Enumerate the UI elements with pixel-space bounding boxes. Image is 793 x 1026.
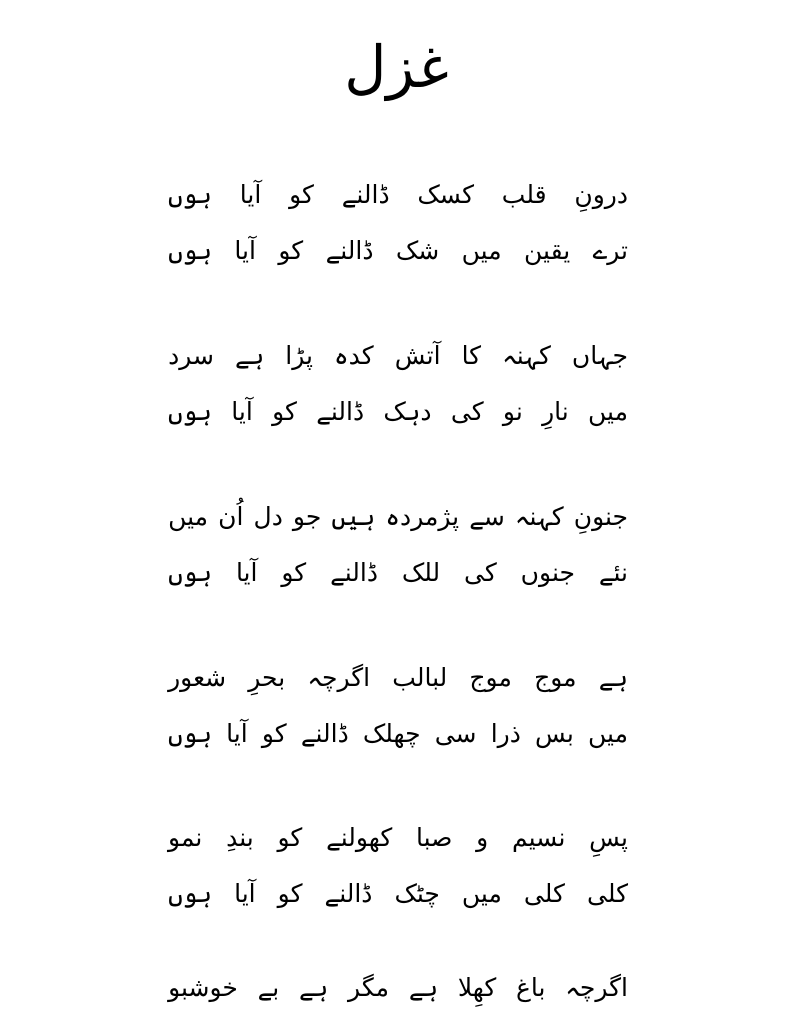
stanza — [168, 810, 628, 922]
verse-line — [168, 489, 628, 545]
verse-word: کا — [461, 341, 482, 370]
verse-word: کو — [281, 558, 307, 587]
verse-word: ہے — [598, 663, 628, 692]
verse-word: چٹک — [394, 879, 440, 908]
verse-word: پسِ — [589, 823, 628, 852]
verse-word: کو — [272, 397, 297, 426]
verse-word: ترے — [592, 236, 628, 265]
verse-word: کہنہ — [502, 341, 551, 370]
verse-word: ہے — [408, 973, 439, 1002]
verse-word: بے — [257, 973, 280, 1002]
verse-word: میں — [461, 879, 502, 908]
stanza — [168, 960, 628, 1016]
verse-word: کو — [277, 879, 303, 908]
verse-word: میں — [588, 397, 628, 426]
verse-word: للک — [401, 558, 441, 587]
verse-word: پڑا — [285, 341, 313, 370]
verse-word: ڈالنے — [316, 397, 365, 426]
verse-word: ہوں — [168, 397, 212, 426]
verse-word: دہک — [383, 397, 432, 426]
verse-word: نمو — [168, 823, 203, 852]
verse-word: سرد — [168, 341, 214, 370]
verse-word: شعور — [168, 663, 227, 692]
verse-word: خوشبو — [168, 973, 238, 1002]
verse-word: آیا — [239, 180, 262, 209]
verse-line — [168, 328, 628, 384]
verse-word: ڈالنے — [324, 879, 373, 908]
verse-word: شک — [395, 236, 440, 265]
verse-word: نارِ — [542, 397, 569, 426]
verse-word: ہے — [298, 973, 329, 1002]
verse-line — [168, 866, 628, 922]
verse-word: جو — [292, 502, 322, 531]
verse-line — [168, 650, 628, 706]
verse-word: کو — [289, 180, 314, 209]
verse-line — [168, 167, 628, 223]
verse-word: نئے — [598, 558, 628, 587]
verse-line — [168, 810, 628, 866]
verse-word: باغ — [515, 973, 546, 1002]
verse-word: بس — [535, 719, 574, 748]
verse-word: نسیم — [511, 823, 566, 852]
verse-word: ہوں — [168, 719, 212, 748]
verse-word: آیا — [231, 397, 253, 426]
verse-word: یقین — [524, 236, 571, 265]
verse-word: مگر — [348, 973, 390, 1002]
verse-word: کدہ — [334, 341, 374, 370]
verse-word: کہنہ — [514, 502, 564, 531]
verse-word: میں — [168, 502, 209, 531]
verse-word: کلی — [586, 879, 628, 908]
poem-title: غزل — [344, 33, 449, 101]
verse-word: کلی — [523, 879, 565, 908]
verse-word: ہوں — [168, 180, 212, 209]
verse-word: ہوں — [168, 558, 213, 587]
verse-word: بحرِ — [248, 663, 286, 692]
verse-word: آتش — [394, 341, 441, 370]
verse-line — [168, 960, 628, 1016]
verse-word: آیا — [234, 236, 256, 265]
verse-word: بندِ — [226, 823, 254, 852]
verse-word: آیا — [226, 719, 248, 748]
verse-word: جنونِ — [573, 502, 628, 531]
stanza — [168, 489, 628, 601]
verse-word: ڈالنے — [330, 558, 378, 587]
verse-line — [168, 384, 628, 440]
verse-word: ہے — [234, 341, 265, 370]
verse-word: اگرچہ — [307, 663, 371, 692]
verse-word: موج — [469, 663, 512, 692]
verse-word: ڈالنے — [300, 719, 349, 748]
verse-word: آیا — [235, 558, 258, 587]
verse-line — [168, 223, 628, 279]
verse-word: ذرا — [490, 719, 521, 748]
verse-word: کو — [277, 823, 303, 852]
verse-line — [168, 545, 628, 601]
verse-word: ڈالنے — [325, 236, 374, 265]
verse-word: صبا — [415, 823, 453, 852]
verse-word: میں — [461, 236, 502, 265]
verse-line — [168, 706, 628, 762]
verse-word: سے — [469, 502, 505, 531]
verse-word: و — [476, 823, 489, 852]
verse-word: جنوں — [520, 558, 575, 587]
stanza — [168, 328, 628, 440]
verse-word: کی — [464, 558, 497, 587]
verse-word: اُن — [218, 502, 244, 531]
verse-word: ہوں — [168, 879, 213, 908]
verse-word: جہاں — [571, 341, 628, 370]
verse-word: چھلک — [362, 719, 421, 748]
verse-word: کی — [450, 397, 484, 426]
verse-word: سی — [434, 719, 477, 748]
verse-word: لبالب — [392, 663, 448, 692]
verse-word: کو — [278, 236, 304, 265]
verse-word: کو — [261, 719, 287, 748]
verse-word: آیا — [234, 879, 256, 908]
verse-word: پژمردہ — [385, 502, 460, 531]
verse-word: میں — [588, 719, 628, 748]
verse-word: درونِ — [574, 180, 628, 209]
verse-word: نو — [502, 397, 523, 426]
stanza — [168, 167, 628, 279]
verse-word: ڈالنے — [341, 180, 390, 209]
verse-word: کھولنے — [326, 823, 393, 852]
verse-word: دل — [253, 502, 283, 531]
stanza — [168, 650, 628, 762]
verse-word: اگرچہ — [565, 973, 628, 1002]
verse-word: موج — [534, 663, 577, 692]
verse-word: کھِلا — [457, 973, 497, 1002]
verse-word: کسک — [417, 180, 474, 209]
verse-word: ہیں — [331, 502, 376, 531]
verse-word: قلب — [501, 180, 547, 209]
verse-word: ہوں — [168, 236, 213, 265]
